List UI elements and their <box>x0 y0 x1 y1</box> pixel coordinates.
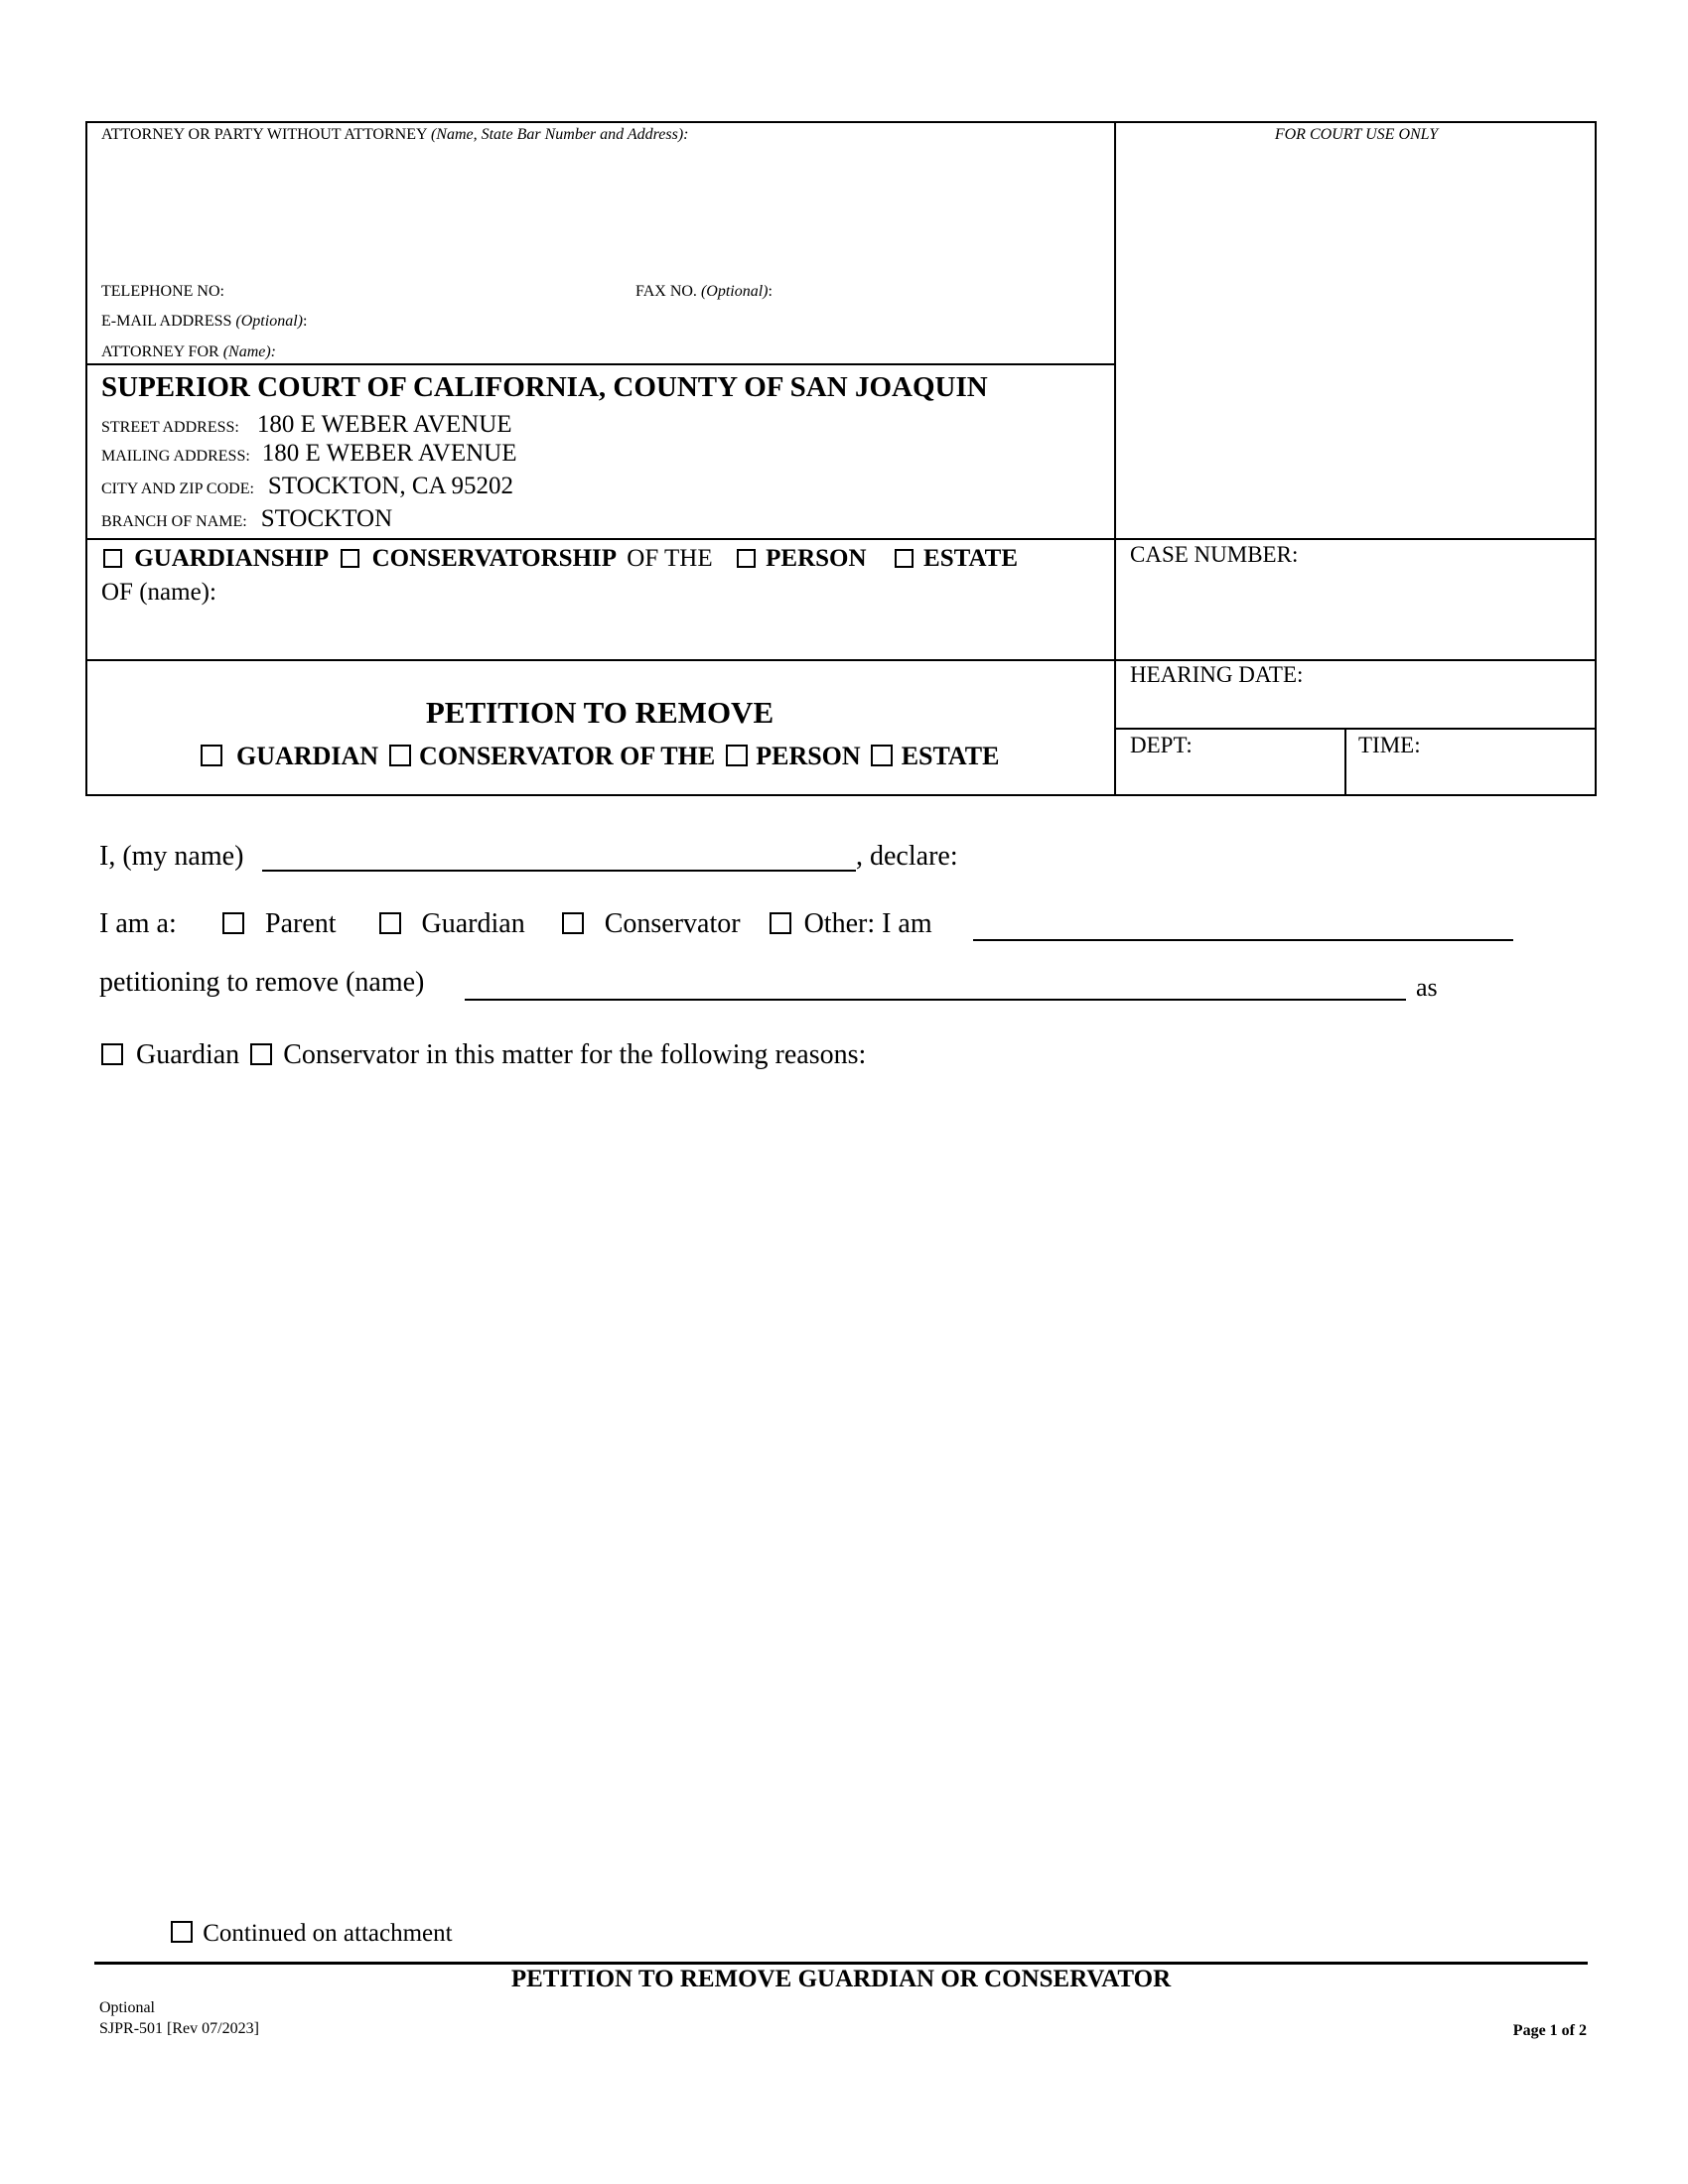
case-type-row <box>103 545 1018 573</box>
other-role-checkbox[interactable] <box>770 912 791 934</box>
city-zip-label: CITY AND ZIP CODE: <box>101 480 254 497</box>
remove-conservator-label: Conservator in this matter for the following reasons: <box>283 1039 867 1070</box>
fax-input[interactable] <box>804 280 1102 304</box>
case-number-label: CASE NUMBER: <box>1130 542 1299 567</box>
telephone-input[interactable] <box>256 280 614 304</box>
dept-time-divider <box>1344 728 1346 796</box>
mailing-address-label: MAILING ADDRESS: <box>101 448 250 465</box>
declarant-row <box>99 841 243 873</box>
footer-rule <box>94 1962 1588 1965</box>
footer-title: PETITION TO REMOVE GUARDIAN OR CONSERVATOR <box>510 1966 1172 1992</box>
continued-checkbox[interactable] <box>171 1921 193 1943</box>
title-person-label: PERSON <box>756 742 861 770</box>
remove-name-input[interactable] <box>465 975 1406 1001</box>
conservator-role-checkbox[interactable] <box>562 912 584 934</box>
guardian-role-checkbox[interactable] <box>379 912 401 934</box>
i-am-a-label: I am a: <box>99 908 177 939</box>
time-label: TIME: <box>1358 733 1421 757</box>
my-name-label: I, (my name) <box>99 841 244 872</box>
street-address-row <box>101 411 512 439</box>
declare-label: , declare: <box>856 841 958 872</box>
case-person-label: PERSON <box>766 545 867 572</box>
branch-row <box>101 505 392 533</box>
attorney-for-input[interactable] <box>323 341 1102 362</box>
case-section-divider <box>85 659 1597 661</box>
remove-role-row <box>101 1039 866 1071</box>
title-estate-checkbox[interactable] <box>871 745 893 766</box>
continued-row <box>171 1920 453 1948</box>
remove-guardian-label: Guardian <box>136 1039 240 1070</box>
of-the-label: OF THE <box>627 545 713 572</box>
case-person-checkbox[interactable] <box>737 549 756 568</box>
of-name-label: OF (name): <box>101 579 216 606</box>
title-estate-label: ESTATE <box>901 742 1000 770</box>
city-zip-row <box>101 473 513 500</box>
case-estate-checkbox[interactable] <box>895 549 914 568</box>
hearing-divider <box>1114 728 1597 730</box>
my-name-input[interactable] <box>262 846 856 872</box>
court-use-only-label: FOR COURT USE ONLY <box>1274 126 1439 143</box>
fax-label: FAX NO. (Optional): <box>635 283 773 300</box>
conservator-role-label: Conservator <box>604 908 741 939</box>
email-input[interactable] <box>357 310 1102 334</box>
mailing-address-row <box>101 440 517 468</box>
role-options <box>222 908 932 940</box>
branch-value: STOCKTON <box>260 505 393 532</box>
title-conservator-checkbox[interactable] <box>389 745 411 766</box>
of-name-input[interactable] <box>233 576 1102 645</box>
reasons-textarea[interactable] <box>99 1092 1589 1906</box>
attorney-for-label: ATTORNEY FOR (Name): <box>101 343 276 360</box>
hearing-date-label: HEARING DATE: <box>1130 662 1304 687</box>
dept-input[interactable] <box>1201 735 1338 790</box>
attorney-section-divider <box>85 363 1116 365</box>
continued-label: Continued on attachment <box>203 1920 453 1947</box>
remove-guardian-checkbox[interactable] <box>101 1043 123 1065</box>
guardianship-label: GUARDIANSHIP <box>134 545 330 572</box>
branch-label: BRANCH OF NAME: <box>101 513 247 530</box>
court-section-divider <box>85 538 1597 540</box>
mailing-address-value: 180 E WEBER AVENUE <box>261 440 517 467</box>
petition-subtitle-row <box>85 742 1114 771</box>
parent-label: Parent <box>265 908 337 939</box>
street-address-value: 180 E WEBER AVENUE <box>256 411 512 438</box>
court-use-area <box>1122 151 1589 528</box>
telephone-label: TELEPHONE NO: <box>101 283 224 300</box>
title-conservator-label: CONSERVATOR OF THE <box>419 742 716 770</box>
title-person-checkbox[interactable] <box>726 745 748 766</box>
case-number-input[interactable] <box>1122 576 1589 653</box>
guardianship-checkbox[interactable] <box>103 549 122 568</box>
title-guardian-checkbox[interactable] <box>201 745 222 766</box>
attorney-input[interactable] <box>99 151 1102 280</box>
other-role-input[interactable] <box>973 915 1513 941</box>
petition-title: PETITION TO REMOVE <box>425 695 774 730</box>
guardian-role-label: Guardian <box>421 908 525 939</box>
parent-checkbox[interactable] <box>222 912 244 934</box>
email-label: E-MAIL ADDRESS (Optional): <box>101 313 308 330</box>
column-divider <box>1114 121 1116 796</box>
conservatorship-label: CONSERVATORSHIP <box>371 545 618 572</box>
other-role-label: Other: I am <box>803 908 932 939</box>
i-am-a-row <box>99 908 177 940</box>
dept-label: DEPT: <box>1130 733 1193 757</box>
footer-page-number: Page 1 of 2 <box>1512 2022 1587 2039</box>
conservatorship-checkbox[interactable] <box>341 549 359 568</box>
as-label: as <box>1416 973 1438 1002</box>
footer-form-id: SJPR-501 [Rev 07/2023] <box>99 2020 259 2037</box>
court-title: SUPERIOR COURT OF CALIFORNIA, COUNTY OF SAN JOAQUIN <box>101 371 988 403</box>
petitioning-label: petitioning to remove (name) <box>99 967 425 998</box>
street-address-label: STREET ADDRESS: <box>101 419 239 436</box>
city-zip-value: STOCKTON, CA 95202 <box>267 473 513 499</box>
attorney-label: ATTORNEY OR PARTY WITHOUT ATTORNEY (Name, State Bar Number and Address): <box>101 126 689 143</box>
case-estate-label: ESTATE <box>923 545 1018 572</box>
title-guardian-label: GUARDIAN <box>236 742 379 770</box>
hearing-date-input[interactable] <box>1321 663 1589 723</box>
remove-conservator-checkbox[interactable] <box>250 1043 272 1065</box>
footer-optional: Optional <box>99 1999 155 2016</box>
time-input[interactable] <box>1430 735 1589 790</box>
